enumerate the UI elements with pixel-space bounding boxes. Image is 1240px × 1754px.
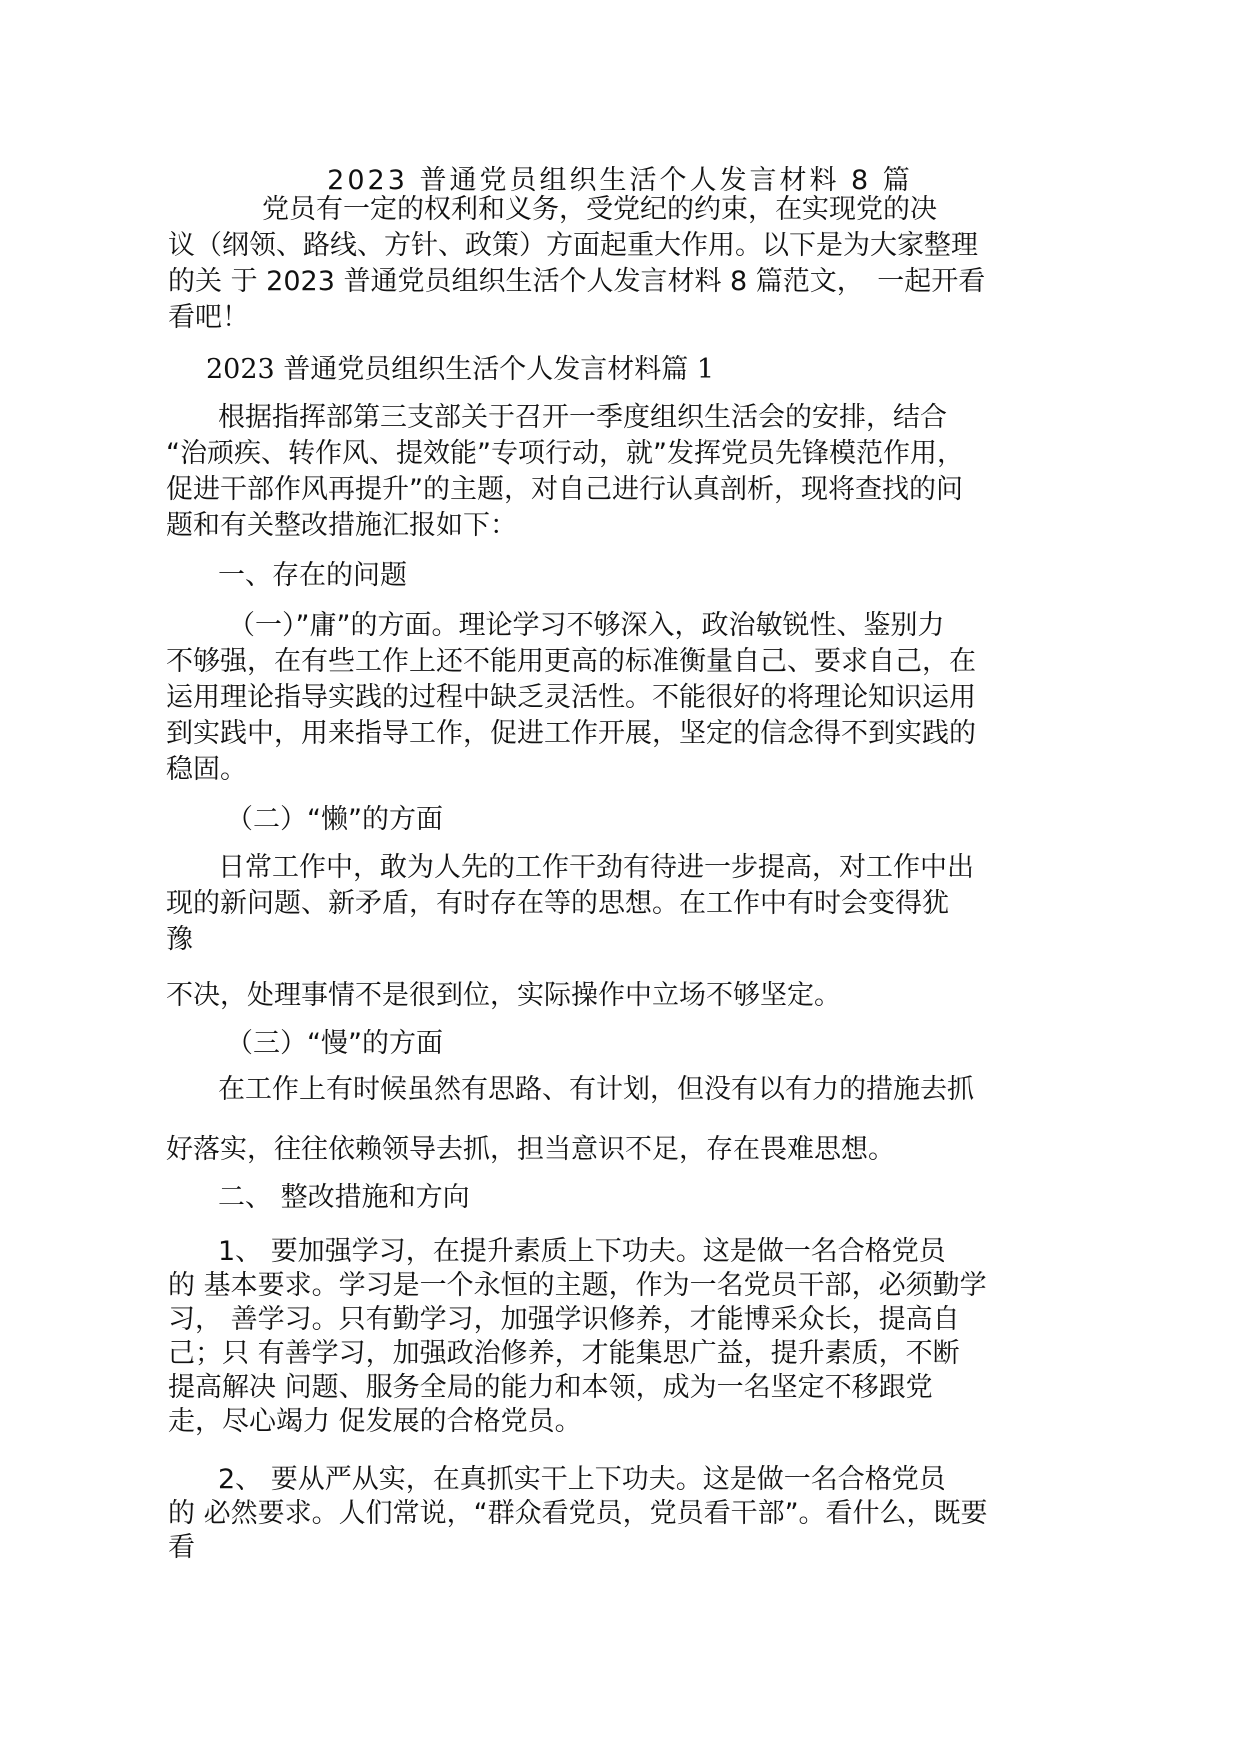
document-title: 2023 普通党员组织生活个人发言材料 8 篇 <box>327 165 913 196</box>
measure-line: 的 必然要求。人们常说，“群众看党员，党员看干部”。看什么，既要 <box>168 1498 988 1529</box>
measure-line: 己；只 有善学习，加强政治修养，才能集思广益，提升素质，不断 <box>168 1338 960 1369</box>
measure-line: 习， 善学习。只有勤学习，加强学识修养，才能博采众长，提高自 <box>168 1304 960 1335</box>
paragraph-line: 促进干部作风再提升”的主题，对自己进行认真剖析，现将查找的问 <box>166 474 963 505</box>
item-line: 在工作上有时候虽然有思路、有计划，但没有以有力的措施去抓 <box>218 1074 974 1105</box>
item-line: （一）”庸”的方面。理论学习不够深入，政治敏锐性、鉴别力 <box>228 610 945 641</box>
item-line: 好落实，往往依赖领导去抓，担当意识不足，存在畏难思想。 <box>166 1134 895 1165</box>
item-line: 日常工作中，敢为人先的工作干劲有待进一步提高，对工作中出 <box>218 852 974 883</box>
item-heading: （二）“懒”的方面 <box>226 804 443 835</box>
measure-line: 2、 要从严从实，在真抓实干上下功夫。这是做一名合格党员 <box>218 1464 946 1495</box>
intro-line: 的关 于 2023 普通党员组织生活个人发言材料 8 篇范文， 一起开看 <box>168 266 986 297</box>
measure-line: 1、 要加强学习，在提升素质上下功夫。这是做一名合格党员 <box>218 1236 946 1267</box>
item-line: 不够强，在有些工作上还不能用更高的标准衡量自己、要求自己，在 <box>166 646 976 677</box>
item-heading: （三）“慢”的方面 <box>226 1028 443 1059</box>
measure-line: 的 基本要求。学习是一个永恒的主题，作为一名党员干部，必须勤学 <box>168 1270 987 1301</box>
measure-line: 走，尽心竭力 促发展的合格党员。 <box>168 1406 582 1437</box>
item-line: 运用理论指导实践的过程中缺乏灵活性。不能很好的将理论知识运用 <box>166 682 976 713</box>
heading-problems: 一、存在的问题 <box>218 560 407 591</box>
intro-line: 党员有一定的权利和义务，受党纪的约束，在实现党的决 <box>262 194 937 225</box>
paragraph-line: 根据指挥部第三支部关于召开一季度组织生活会的安排，结合 <box>218 402 947 433</box>
item-line: 稳固。 <box>166 754 247 785</box>
paragraph-line: 题和有关整改措施汇报如下： <box>166 510 517 541</box>
intro-line: 看吧！ <box>168 302 249 333</box>
heading-measures: 二、 整改措施和方向 <box>218 1182 470 1213</box>
item-line: 不决，处理事情不是很到位，实际操作中立场不够坚定。 <box>166 980 841 1011</box>
item-line: 现的新问题、新矛盾，有时存在等的思想。在工作中有时会变得犹 <box>166 888 949 919</box>
measure-line: 看 <box>168 1532 195 1563</box>
item-line: 豫 <box>166 924 193 955</box>
section-heading: 2023 普通党员组织生活个人发言材料篇 1 <box>206 354 715 385</box>
paragraph-line: “治顽疾、转作风、提效能”专项行动，就”发挥党员先锋模范作用， <box>166 438 964 469</box>
intro-line: 议（纲领、路线、方针、政策）方面起重大作用。以下是为大家整理 <box>168 230 978 261</box>
item-line: 到实践中，用来指导工作，促进工作开展，坚定的信念得不到实践的 <box>166 718 976 749</box>
measure-line: 提高解决 问题、服务全局的能力和本领，成为一名坚定不移跟党 <box>168 1372 933 1403</box>
